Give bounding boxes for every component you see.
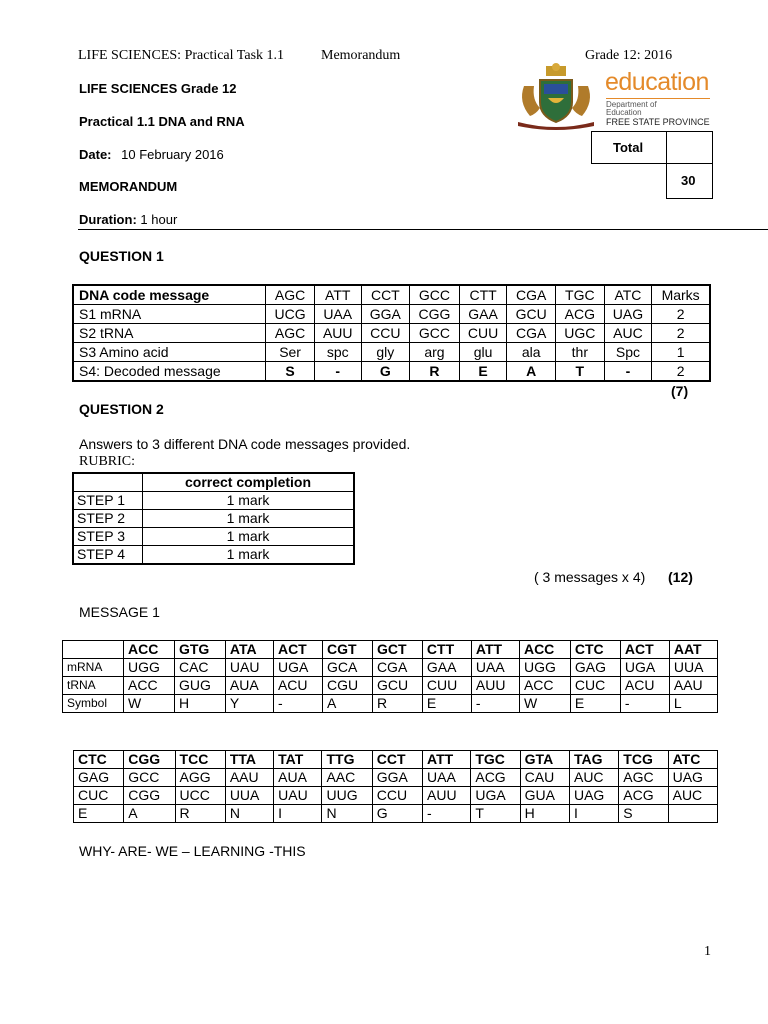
question-2-marks: (12) bbox=[668, 569, 693, 585]
table-cell: GCC bbox=[124, 769, 175, 787]
table-cell: GAA bbox=[459, 305, 507, 324]
table-row bbox=[63, 659, 718, 677]
table-header-cell: TCG bbox=[619, 751, 668, 769]
table-cell: AGC bbox=[619, 769, 668, 787]
table-cell: CGA bbox=[507, 324, 556, 343]
table-header-cell: ACC bbox=[124, 641, 175, 659]
table-cell: arg bbox=[410, 343, 460, 362]
subject-title: LIFE SCIENCES Grade 12 bbox=[79, 81, 237, 96]
table-cell: 1 mark bbox=[143, 510, 355, 528]
logo-dept-line2: Education bbox=[606, 108, 642, 117]
table-header-cell: GCT bbox=[372, 641, 422, 659]
table-cell: UGG bbox=[124, 659, 175, 677]
table-header-cell: TTG bbox=[322, 751, 372, 769]
table-header-cell: GTG bbox=[174, 641, 225, 659]
table-cell: CAU bbox=[520, 769, 569, 787]
table-header-cell: ACC bbox=[519, 641, 570, 659]
table-cell: ACG bbox=[471, 769, 520, 787]
table-cell: G bbox=[361, 362, 410, 382]
table-cell: UUA bbox=[669, 659, 717, 677]
table-row bbox=[74, 769, 718, 787]
table-cell: AAU bbox=[669, 677, 717, 695]
table-cell: UAG bbox=[668, 769, 717, 787]
table-cell: W bbox=[124, 695, 175, 713]
table-header-cell: AAT bbox=[669, 641, 717, 659]
table-cell: STEP 2 bbox=[73, 510, 143, 528]
table-cell: UUA bbox=[225, 787, 273, 805]
table-header-cell: TCC bbox=[175, 751, 225, 769]
table-cell: CUC bbox=[570, 677, 620, 695]
question-2-calc: ( 3 messages x 4) bbox=[534, 569, 646, 585]
table-cell: AGG bbox=[175, 769, 225, 787]
table-header-cell: ATC bbox=[668, 751, 717, 769]
table-cell: UGA bbox=[471, 787, 520, 805]
table-header-cell: CGG bbox=[124, 751, 175, 769]
table-cell: AUA bbox=[225, 677, 273, 695]
table-cell: ACG bbox=[619, 787, 668, 805]
table-cell: CGG bbox=[410, 305, 460, 324]
table-cell: UGA bbox=[620, 659, 669, 677]
table-cell: CUU bbox=[422, 677, 471, 695]
table-cell: AUU bbox=[423, 787, 471, 805]
table-cell: thr bbox=[556, 343, 605, 362]
question-2-title: QUESTION 2 bbox=[79, 401, 164, 417]
table-cell: S2 tRNA bbox=[73, 324, 266, 343]
table-row bbox=[73, 546, 354, 565]
table-cell: Y bbox=[225, 695, 273, 713]
table-cell: H bbox=[520, 805, 569, 823]
header-grade: Grade 12: 2016 bbox=[585, 48, 673, 63]
table-cell: ACU bbox=[620, 677, 669, 695]
question-1-marks: (7) bbox=[671, 383, 689, 399]
question-2-intro: Answers to 3 different DNA code messages provided. bbox=[79, 436, 411, 452]
table-cell: 2 bbox=[652, 362, 710, 382]
date-label: Date: bbox=[79, 147, 112, 162]
table-header-cell: TTA bbox=[225, 751, 273, 769]
table-row bbox=[73, 343, 710, 362]
table-cell: AUU bbox=[471, 677, 519, 695]
table-row bbox=[73, 510, 354, 528]
table-cell: A bbox=[507, 362, 556, 382]
table-cell: H bbox=[174, 695, 225, 713]
table-cell: - bbox=[423, 805, 471, 823]
table-cell: - bbox=[620, 695, 669, 713]
table-cell: mRNA bbox=[63, 659, 124, 677]
table-cell: CGA bbox=[372, 659, 422, 677]
table-cell: tRNA bbox=[63, 677, 124, 695]
memorandum-heading: MEMORANDUM bbox=[79, 179, 178, 194]
table-cell: A bbox=[322, 695, 372, 713]
message-1-table-2 bbox=[73, 750, 718, 823]
table-cell: UGG bbox=[519, 659, 570, 677]
table-cell: S3 Amino acid bbox=[73, 343, 266, 362]
table-header-cell: ATT bbox=[423, 751, 471, 769]
table-header-cell: ATT bbox=[471, 641, 519, 659]
table-cell: R bbox=[410, 362, 460, 382]
table-cell: R bbox=[175, 805, 225, 823]
table-row bbox=[74, 787, 718, 805]
table-cell: L bbox=[669, 695, 717, 713]
table-cell: S1 mRNA bbox=[73, 305, 266, 324]
table-cell: 1 mark bbox=[143, 492, 355, 510]
table-cell: GUG bbox=[174, 677, 225, 695]
table-cell: CAC bbox=[174, 659, 225, 677]
table-row bbox=[73, 492, 354, 510]
total-label: Total bbox=[613, 140, 644, 155]
table-header-cell: TAT bbox=[274, 751, 322, 769]
logo-province: FREE STATE PROVINCE bbox=[606, 117, 710, 127]
table-row bbox=[63, 695, 718, 713]
table-cell: GUA bbox=[520, 787, 569, 805]
table-row bbox=[73, 324, 710, 343]
table-header-cell: ACT bbox=[620, 641, 669, 659]
date-value: 10 February 2016 bbox=[121, 147, 224, 162]
table-cell: E bbox=[422, 695, 471, 713]
table-cell: E bbox=[74, 805, 124, 823]
table-cell: UAA bbox=[314, 305, 361, 324]
table-cell: Spc bbox=[604, 343, 652, 362]
table-cell: GGA bbox=[372, 769, 422, 787]
table-row bbox=[73, 285, 710, 305]
logo-dept-line1: Department of bbox=[606, 100, 657, 109]
table-header-cell: TAG bbox=[569, 751, 618, 769]
rubric-label: RUBRIC: bbox=[79, 454, 136, 469]
table-cell: STEP 1 bbox=[73, 492, 143, 510]
table-header-cell: CTC bbox=[570, 641, 620, 659]
duration-label: Duration: bbox=[79, 212, 137, 227]
table-cell: S4: Decoded message bbox=[73, 362, 266, 382]
table-header-cell: CGA bbox=[507, 285, 556, 305]
table-cell: A bbox=[124, 805, 175, 823]
table-row bbox=[73, 528, 354, 546]
table-cell: GCA bbox=[322, 659, 372, 677]
table-cell: CCU bbox=[372, 787, 422, 805]
table-header-cell: CTC bbox=[74, 751, 124, 769]
header-title: LIFE SCIENCES: Practical Task 1.1 bbox=[78, 48, 285, 63]
table-row bbox=[63, 641, 718, 659]
table-header-cell: ATT bbox=[314, 285, 361, 305]
table-header-cell: GTA bbox=[520, 751, 569, 769]
table-cell: CUU bbox=[459, 324, 507, 343]
table-cell: - bbox=[604, 362, 652, 382]
table-cell: STEP 4 bbox=[73, 546, 143, 565]
table-row bbox=[74, 751, 718, 769]
table-header-cell: DNA code message bbox=[73, 285, 266, 305]
table-cell: N bbox=[225, 805, 273, 823]
education-logo bbox=[510, 62, 710, 130]
message-1-title: MESSAGE 1 bbox=[79, 604, 160, 620]
coat-of-arms-icon bbox=[510, 62, 602, 130]
table-header-cell: ACT bbox=[273, 641, 322, 659]
table-cell: N bbox=[322, 805, 372, 823]
table-cell: gly bbox=[361, 343, 410, 362]
table-header-cell: correct completion bbox=[143, 473, 355, 492]
table-header-cell: CTT bbox=[459, 285, 507, 305]
table-cell: ACG bbox=[556, 305, 605, 324]
table-cell: T bbox=[471, 805, 520, 823]
table-header-cell: AGC bbox=[266, 285, 315, 305]
table-cell: AUC bbox=[668, 787, 717, 805]
message-1-table-1 bbox=[62, 640, 718, 713]
table-cell: 1 mark bbox=[143, 546, 355, 565]
table-cell: 2 bbox=[652, 305, 710, 324]
table-cell: UCC bbox=[175, 787, 225, 805]
table-cell: GAG bbox=[74, 769, 124, 787]
table-cell: G bbox=[372, 805, 422, 823]
table-row bbox=[73, 473, 354, 492]
table-header-cell: Marks bbox=[652, 285, 710, 305]
table-cell: S bbox=[266, 362, 315, 382]
table-header-cell: TGC bbox=[471, 751, 520, 769]
table-cell: 1 mark bbox=[143, 528, 355, 546]
table-cell: - bbox=[273, 695, 322, 713]
table-cell bbox=[668, 805, 717, 823]
table-header-cell: TGC bbox=[556, 285, 605, 305]
decoded-answer: WHY- ARE- WE – LEARNING -THIS bbox=[79, 843, 306, 859]
table-cell: - bbox=[471, 695, 519, 713]
table-cell: GAA bbox=[422, 659, 471, 677]
table-cell: GAG bbox=[570, 659, 620, 677]
table-cell: AUA bbox=[274, 769, 322, 787]
table-header-cell bbox=[73, 473, 143, 492]
table-cell: CGU bbox=[322, 677, 372, 695]
table-cell: STEP 3 bbox=[73, 528, 143, 546]
table-cell: T bbox=[556, 362, 605, 382]
table-cell: AGC bbox=[266, 324, 315, 343]
table-cell: CUC bbox=[74, 787, 124, 805]
table-cell: - bbox=[314, 362, 361, 382]
table-row bbox=[74, 805, 718, 823]
table-cell: UAA bbox=[423, 769, 471, 787]
table-header-cell: ATC bbox=[604, 285, 652, 305]
logo-wordmark: education bbox=[605, 68, 709, 96]
table-cell: AAU bbox=[225, 769, 273, 787]
table-cell: UAG bbox=[569, 787, 618, 805]
table-cell: CGG bbox=[124, 787, 175, 805]
table-cell: UUG bbox=[322, 787, 372, 805]
table-cell: R bbox=[372, 695, 422, 713]
table-cell: UCG bbox=[266, 305, 315, 324]
table-header-cell: ATA bbox=[225, 641, 273, 659]
table-cell: I bbox=[274, 805, 322, 823]
table-cell: Symbol bbox=[63, 695, 124, 713]
table-header-cell: GCC bbox=[410, 285, 460, 305]
table-cell: GGA bbox=[361, 305, 410, 324]
duration-value: 1 hour bbox=[140, 212, 178, 227]
table-cell: AAC bbox=[322, 769, 372, 787]
table-cell: UAG bbox=[604, 305, 652, 324]
table-cell: E bbox=[570, 695, 620, 713]
table-cell: GCC bbox=[410, 324, 460, 343]
page-number: 1 bbox=[704, 944, 711, 959]
table-cell: GCU bbox=[372, 677, 422, 695]
table-row bbox=[73, 305, 710, 324]
table-cell: ACC bbox=[519, 677, 570, 695]
table-cell: S bbox=[619, 805, 668, 823]
header-divider bbox=[78, 229, 768, 230]
table-row bbox=[73, 362, 710, 382]
total-value: 30 bbox=[681, 173, 696, 188]
table-cell: ala bbox=[507, 343, 556, 362]
table-header-cell: CCT bbox=[361, 285, 410, 305]
table-cell: UAA bbox=[471, 659, 519, 677]
table-cell: glu bbox=[459, 343, 507, 362]
table-cell: E bbox=[459, 362, 507, 382]
table-cell: AUU bbox=[314, 324, 361, 343]
table-cell: I bbox=[569, 805, 618, 823]
table-cell: 2 bbox=[652, 324, 710, 343]
table-cell: Ser bbox=[266, 343, 315, 362]
table-cell: UGA bbox=[273, 659, 322, 677]
practical-title: Practical 1.1 DNA and RNA bbox=[79, 114, 245, 129]
table-cell: 1 bbox=[652, 343, 710, 362]
table-cell: AUC bbox=[569, 769, 618, 787]
table-cell: UAU bbox=[225, 659, 273, 677]
table-cell: UGC bbox=[556, 324, 605, 343]
table-header-cell: CGT bbox=[322, 641, 372, 659]
header-memo: Memorandum bbox=[321, 48, 401, 63]
table-header-cell: CCT bbox=[372, 751, 422, 769]
dna-code-table bbox=[72, 284, 711, 382]
logo-rule bbox=[606, 98, 710, 99]
rubric-table bbox=[72, 472, 355, 565]
total-score-box bbox=[666, 131, 713, 199]
table-cell: ACC bbox=[124, 677, 175, 695]
table-cell: UAU bbox=[274, 787, 322, 805]
table-header-cell: CTT bbox=[422, 641, 471, 659]
question-1-title: QUESTION 1 bbox=[79, 248, 164, 264]
table-cell: spc bbox=[314, 343, 361, 362]
table-header-cell bbox=[63, 641, 124, 659]
table-cell: GCU bbox=[507, 305, 556, 324]
table-cell: AUC bbox=[604, 324, 652, 343]
table-cell: CCU bbox=[361, 324, 410, 343]
table-row bbox=[63, 677, 718, 695]
table-cell: ACU bbox=[273, 677, 322, 695]
table-cell: W bbox=[519, 695, 570, 713]
